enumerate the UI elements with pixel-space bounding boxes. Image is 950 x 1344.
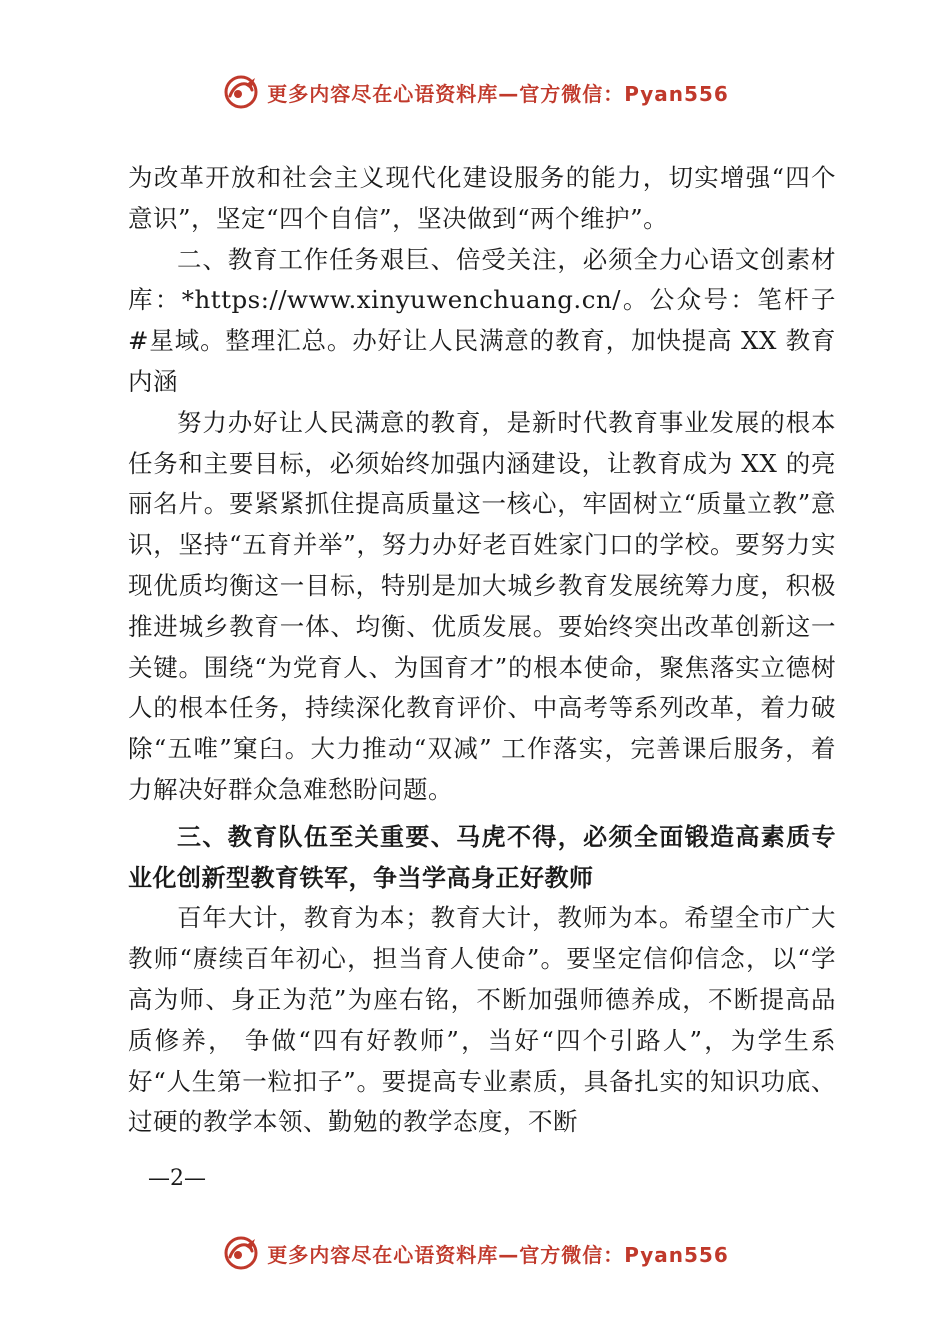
paragraph-continuation: 为改革开放和社会主义现代化建设服务的能力，切实增强“四个意识”，坚定“四个自信”，坚决做到“两个维护”。 bbox=[128, 163, 836, 233]
paragraph-body: 百年大计，教育为本；教育大计，教师为本。希望全市广大教师“赓续百年初心，担当育人使命”。要坚定信仰信念，以“学高为师、身正为范”为座右铭，不断加强师德养成，不断提高品质修养， 争做“四有好教师”，当好“四个引路人”，为学生系好“人生第一粒扣子”。要提高专业素质，具备扎实的知识功底、过硬的教学本领、勤勉的教学态度，不断 bbox=[128, 903, 836, 1137]
paragraph-body: 努力办好让人民满意的教育，是新时代教育事业发展的根本任务和主要目标，必须始终加强内涵建设，让教育成为 XX 的亮丽名片。要紧紧抓住提高质量这一核心，牢固树立“质量立教”意识，坚持“五育并举”，努力办好老百姓家门口的学校。要努力实现优质均衡这一目标，特别是加大城乡教育发展统筹力度，积极推进城乡教育一体、均衡、优质发展。要始终突出改革创新这一关键。围绕“为党育人、为国育才”的根本使命，聚焦落实立德树人的根本任务，持续深化教育评价、中高考等系列改革，着力破除“五唯”窠臼。大力推动“双减” 工作落实，完善课后服务，着力解决好群众急难愁盼问题。 bbox=[128, 407, 836, 804]
swirl-logo-icon bbox=[221, 1233, 261, 1273]
page-number: —2— bbox=[148, 1166, 206, 1191]
section-heading-two: 二、教育工作任务艰巨、倍受关注，必须全力心语文创素材库：*https://www.xinyuwenchuang.cn/。公众号：笔杆子#星域。整理汇总。办好让人民满意的教育，加快提高 XX 教育内涵 bbox=[128, 244, 836, 396]
header-banner bbox=[0, 68, 950, 116]
header-banner-text: 更多内容尽在心语资料库—官方微信：Pyan556 bbox=[267, 81, 729, 106]
section-heading-three: 三、教育队伍至关重要、马虎不得，必须全面锻造高素质专业化创新型教育铁军，争当学高身正好教师 bbox=[128, 822, 836, 892]
footer-banner-text: 更多内容尽在心语资料库—官方微信：Pyan556 bbox=[267, 1242, 729, 1267]
swirl-logo-icon bbox=[221, 72, 261, 112]
footer-banner bbox=[0, 1229, 950, 1277]
document-body bbox=[128, 158, 836, 1143]
